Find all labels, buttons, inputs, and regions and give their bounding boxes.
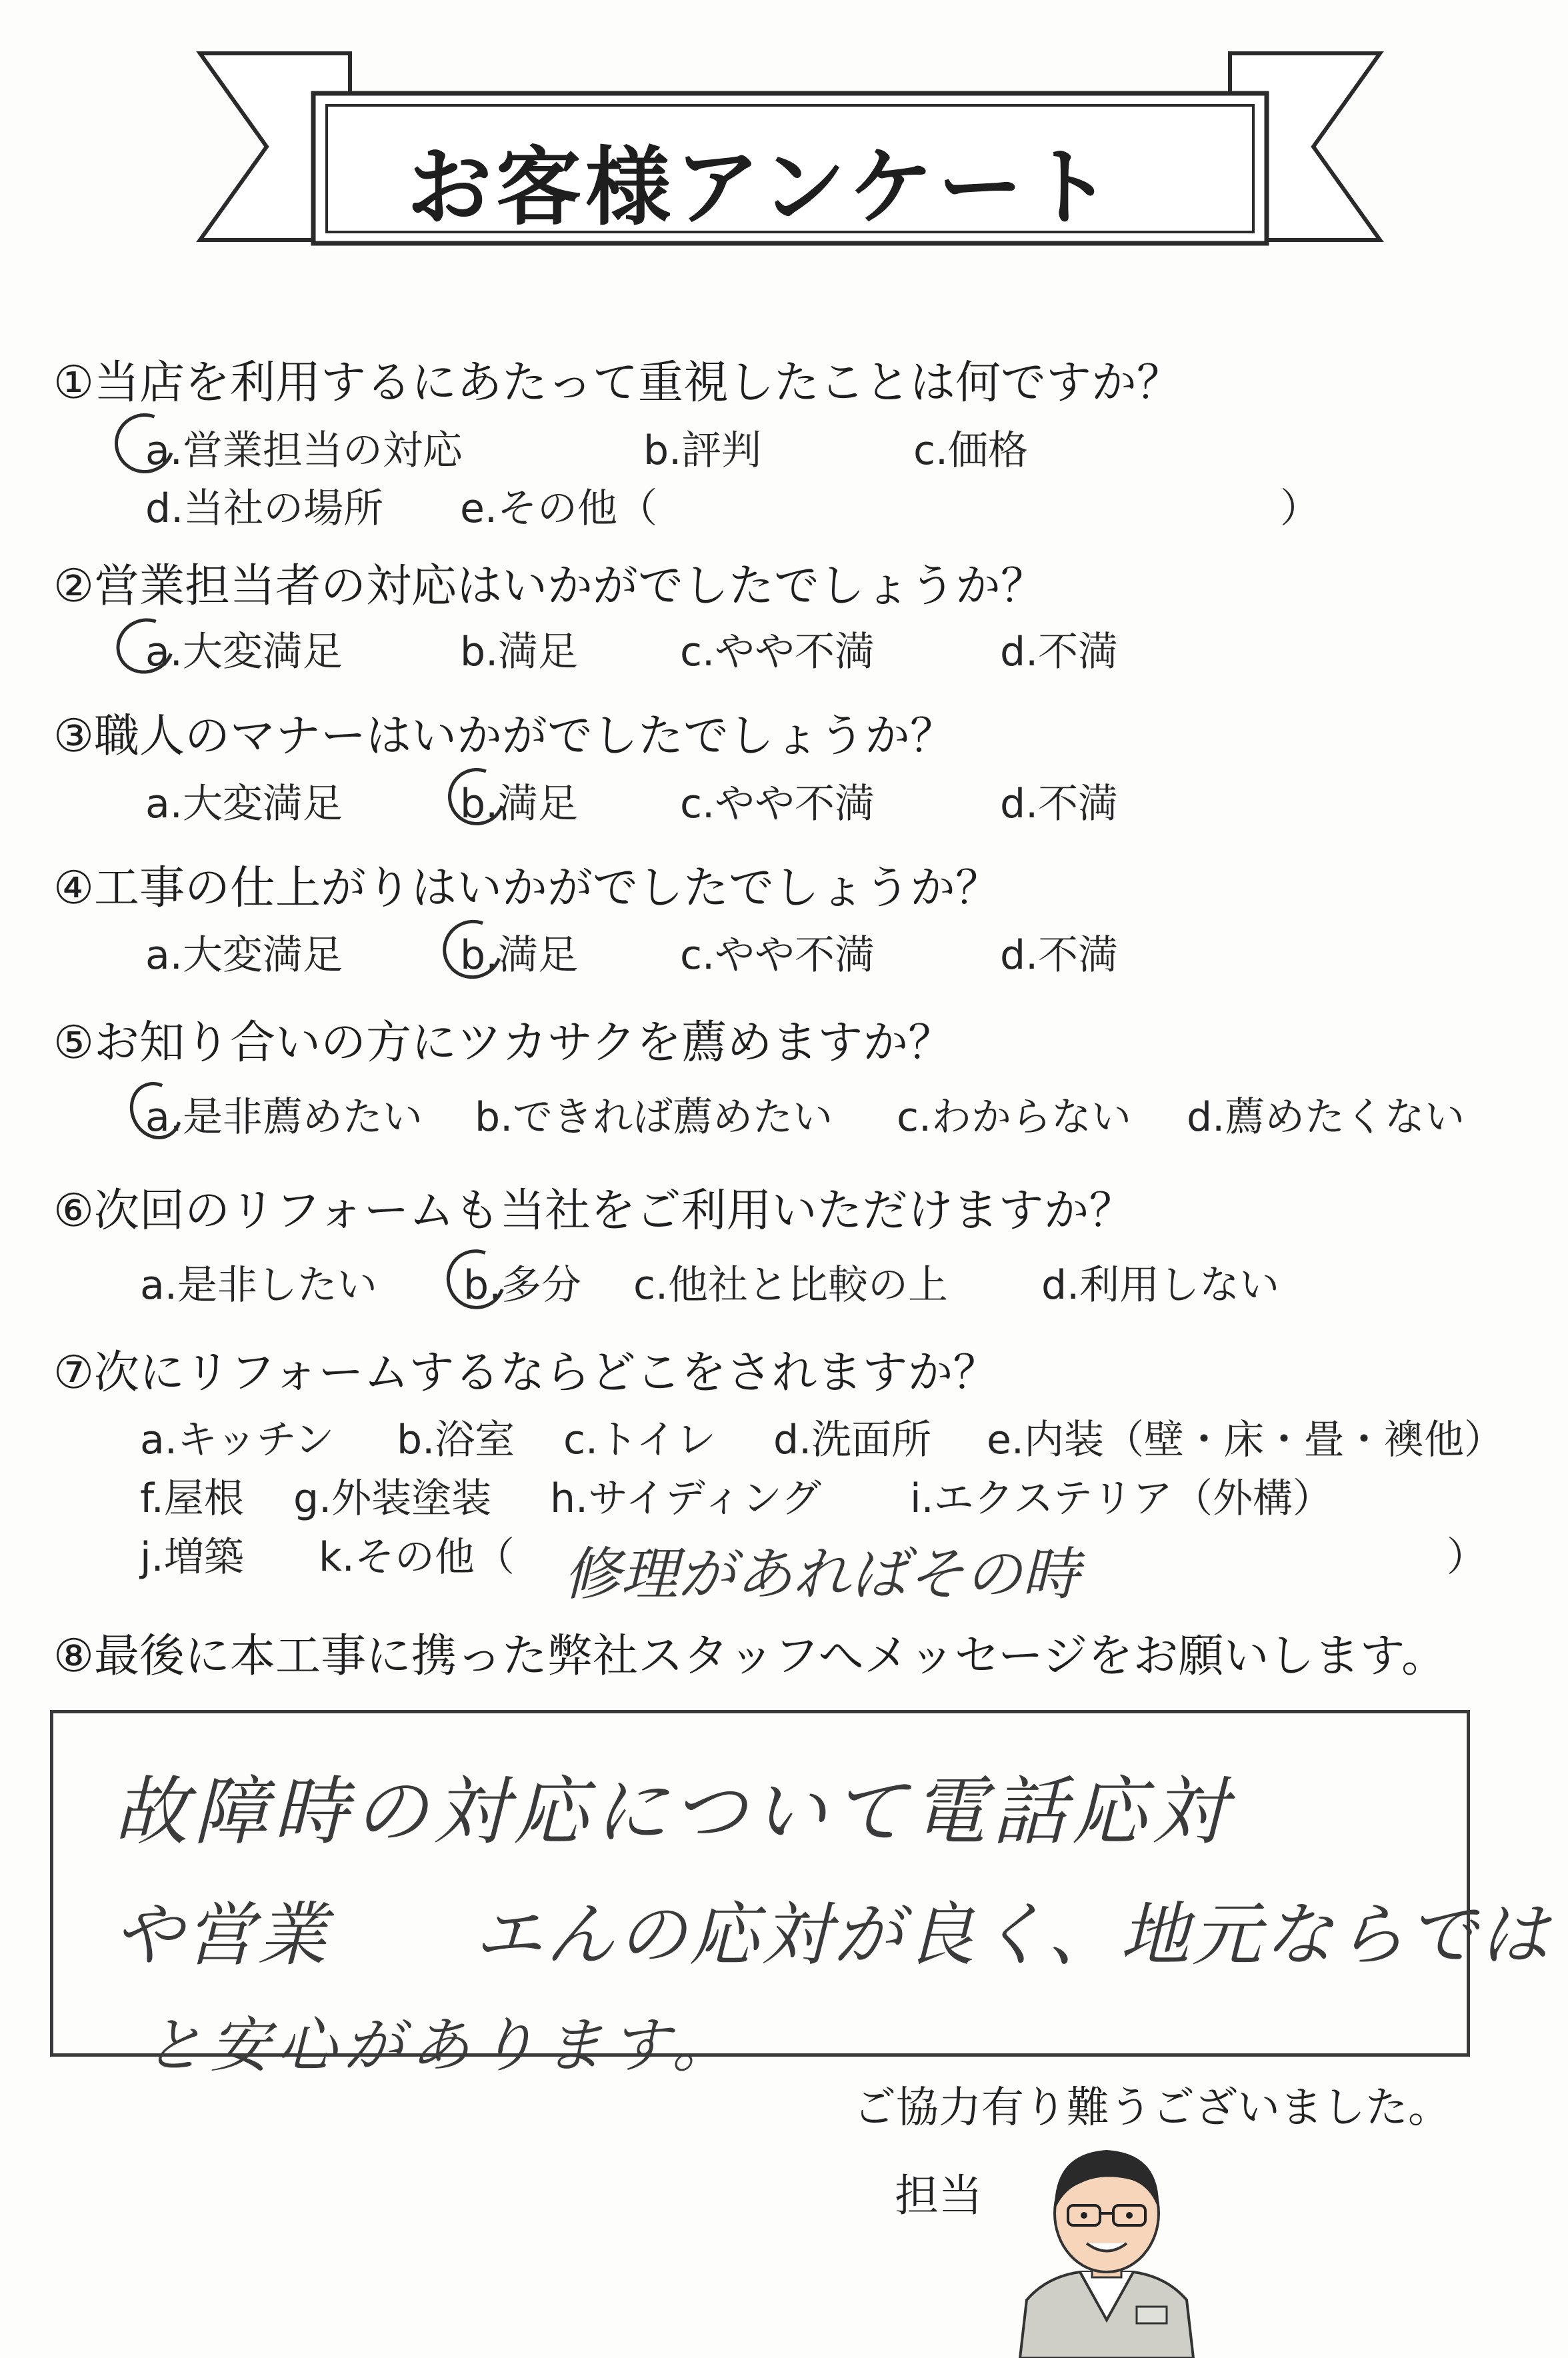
question-2: ②営業担当者の対応はいかがでしたでしょうか？ (53, 560, 1046, 613)
question-8: ⑧最後に本工事に携った弊社スタッフへメッセージをお願いします。 (53, 1630, 1447, 1683)
message-line-2: や営業 エんの応対が良く、地元ならでは (113, 1894, 1551, 1975)
q4-option-d[interactable]: d.不満 (1000, 932, 1119, 979)
q7-option-c[interactable]: c.トイレ (563, 1417, 717, 1463)
q7-option-k-close: ） (1447, 1534, 1487, 1581)
q4-option-b[interactable]: b.満足 (460, 932, 579, 979)
q1-option-b[interactable]: b.評判 (643, 427, 762, 474)
q5-option-a[interactable]: a.是非薦めたい (145, 1094, 423, 1141)
q1-option-c[interactable]: c.価格 (913, 427, 1029, 474)
staff-label: 担当 (895, 2170, 983, 2221)
q1-option-d[interactable]: d.当社の場所 (145, 485, 384, 532)
q5-option-d[interactable]: d.薦めたくない (1187, 1094, 1465, 1141)
q3-option-a[interactable]: a.大変満足 (145, 781, 343, 827)
message-line-3: と安心があります。 (143, 2011, 739, 2081)
q2-option-c[interactable]: c.やや不満 (680, 629, 875, 675)
q7-option-e[interactable]: e.内装（壁・床・畳・襖他） (987, 1417, 1504, 1463)
question-5: ⑤お知り合いの方にツカサクを薦めますか？ (53, 1017, 954, 1069)
q1-option-e-close: ） (1280, 485, 1320, 532)
q7-option-d[interactable]: d.洗面所 (773, 1417, 932, 1463)
q3-option-d[interactable]: d.不満 (1000, 781, 1119, 827)
q1-option-a[interactable]: a.営業担当の対応 (145, 427, 463, 474)
message-line-1: 故障時の対応について電話応対 (113, 1769, 1232, 1855)
q1-option-e[interactable]: e.その他（ (460, 485, 657, 532)
q3-option-c[interactable]: c.やや不満 (680, 781, 875, 827)
q4-option-c[interactable]: c.やや不満 (680, 932, 875, 979)
question-1: ①当店を利用するにあたって重視したことは何ですか？ (53, 357, 1182, 409)
q6-option-a[interactable]: a.是非したい (140, 1262, 377, 1309)
q2-option-b[interactable]: b.満足 (460, 629, 579, 675)
q6-option-d[interactable]: d.利用しない (1041, 1262, 1280, 1309)
page-title: お客様アンケート (407, 138, 1117, 237)
q4-option-a[interactable]: a.大変満足 (145, 932, 343, 979)
q2-option-a[interactable]: a.大変満足 (145, 629, 343, 675)
q7-option-h[interactable]: h.サイディング (550, 1475, 821, 1522)
q2-option-d[interactable]: d.不満 (1000, 629, 1119, 675)
q7-option-b[interactable]: b.浴室 (397, 1417, 515, 1463)
question-6: ⑥次回のリフォームも当社をご利用いただけますか？ (53, 1185, 1135, 1237)
question-7: ⑦次にリフォームするならどこをされますか？ (53, 1347, 999, 1399)
q7-option-i[interactable]: i.エクステリア（外構） (910, 1475, 1333, 1522)
q7-option-a[interactable]: a.キッチン (140, 1417, 335, 1463)
q6-option-b[interactable]: b.多分 (463, 1262, 582, 1309)
q5-option-c[interactable]: c.わからない (897, 1094, 1132, 1141)
q7-option-f[interactable]: f.屋根 (140, 1475, 244, 1522)
q3-option-b[interactable]: b.満足 (460, 781, 579, 827)
q7-other-answer: 修理があればその時 (563, 1541, 1079, 1608)
question-3: ③職人のマナーはいかがでしたでしょうか？ (53, 710, 955, 763)
thanks-text: ご協力有り難うございました。 (853, 2083, 1451, 2133)
q7-option-k[interactable]: k.その他（ (319, 1534, 515, 1581)
q7-option-j[interactable]: j.増築 (140, 1534, 244, 1581)
q6-option-c[interactable]: c.他社と比較の上 (633, 1262, 949, 1309)
question-4: ④工事の仕上がりはいかがでしたでしょうか？ (53, 862, 1001, 915)
q7-option-g[interactable]: g.外装塗装 (293, 1475, 492, 1522)
staff-portrait-illustration (1007, 2120, 1207, 2358)
q5-option-b[interactable]: b.できれば薦めたい (475, 1094, 833, 1141)
